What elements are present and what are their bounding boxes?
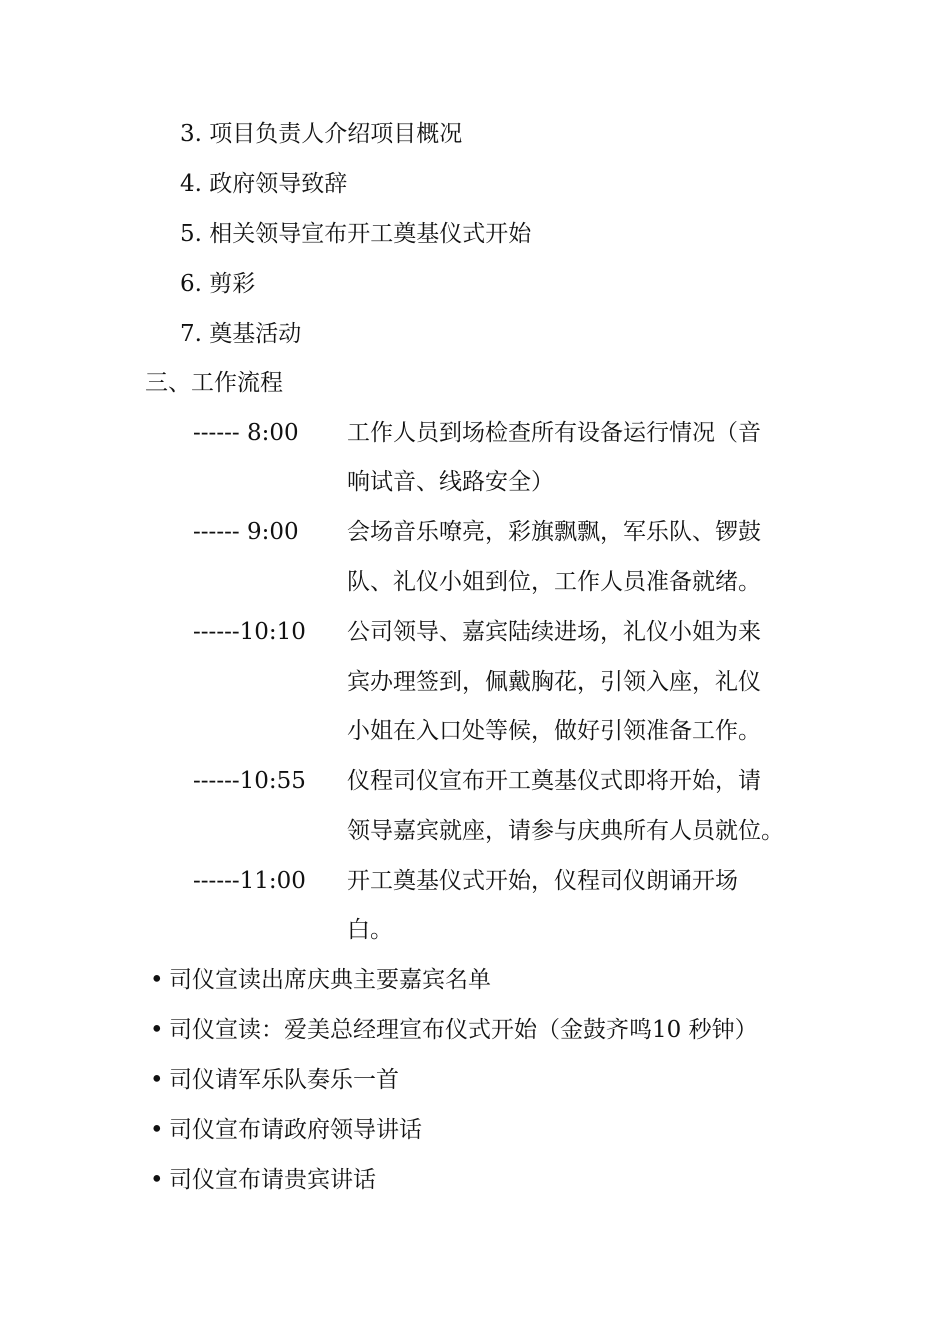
schedule-description: 白。 [347,917,393,943]
bullet-text: 司仪请军乐队奏乐一首 [169,1067,399,1093]
bullet-text: 司仪宣布请政府领导讲话 [169,1117,422,1143]
schedule-description: 队、礼仪小姐到位，工作人员准备就绪。 [347,569,761,595]
bullet-item [150,1114,422,1146]
bullet-item [150,1064,399,1096]
schedule-description: 工作人员到场检查所有设备运行情况（音 [347,420,761,446]
program-item-7: 7. 奠基活动 [180,321,302,347]
schedule-time: ------10:10 [193,619,306,645]
schedule-description: 仪程司仪宣布开工奠基仪式即将开始，请 [347,768,761,794]
bullet-item [150,1014,758,1046]
schedule-description: 开工奠基仪式开始，仪程司仪朗诵开场 [347,868,738,894]
program-item-6: 6. 剪彩 [180,271,256,297]
schedule-time: ------ 8:00 [193,420,299,446]
bullet-text: 司仪宣读：爱美总经理宣布仪式开始（金鼓齐鸣10 秒钟） [169,1017,758,1043]
schedule-description: 领导嘉宾就座，请参与庆典所有人员就位。 [347,818,784,844]
bullet-item [150,964,491,996]
schedule-description: 公司领导、嘉宾陆续进场，礼仪小姐为来 [347,619,761,645]
bullet-icon: • [150,1067,164,1093]
bullet-icon: • [150,1017,164,1043]
bullet-item [150,1164,376,1196]
program-item-5: 5. 相关领导宣布开工奠基仪式开始 [180,221,532,247]
bullet-icon: • [150,1167,164,1193]
bullet-icon: • [150,1117,164,1143]
bullet-icon: • [150,967,164,993]
program-item-3: 3. 项目负责人介绍项目概况 [180,121,463,147]
section-heading: 三、工作流程 [145,370,283,396]
bullet-text: 司仪宣布请贵宾讲话 [169,1167,376,1193]
program-item-4: 4. 政府领导致辞 [180,171,348,197]
schedule-time: ------11:00 [193,868,306,894]
schedule-description: 响试音、线路安全） [347,469,554,495]
schedule-description: 小姐在入口处等候，做好引领准备工作。 [347,718,761,744]
schedule-description: 宾办理签到，佩戴胸花，引领入座，礼仪 [347,669,761,695]
schedule-time: ------10:55 [193,768,306,794]
schedule-description: 会场音乐嘹亮，彩旗飘飘，军乐队、锣鼓 [347,519,761,545]
schedule-time: ------ 9:00 [193,519,299,545]
bullet-text: 司仪宣读出席庆典主要嘉宾名单 [169,967,491,993]
